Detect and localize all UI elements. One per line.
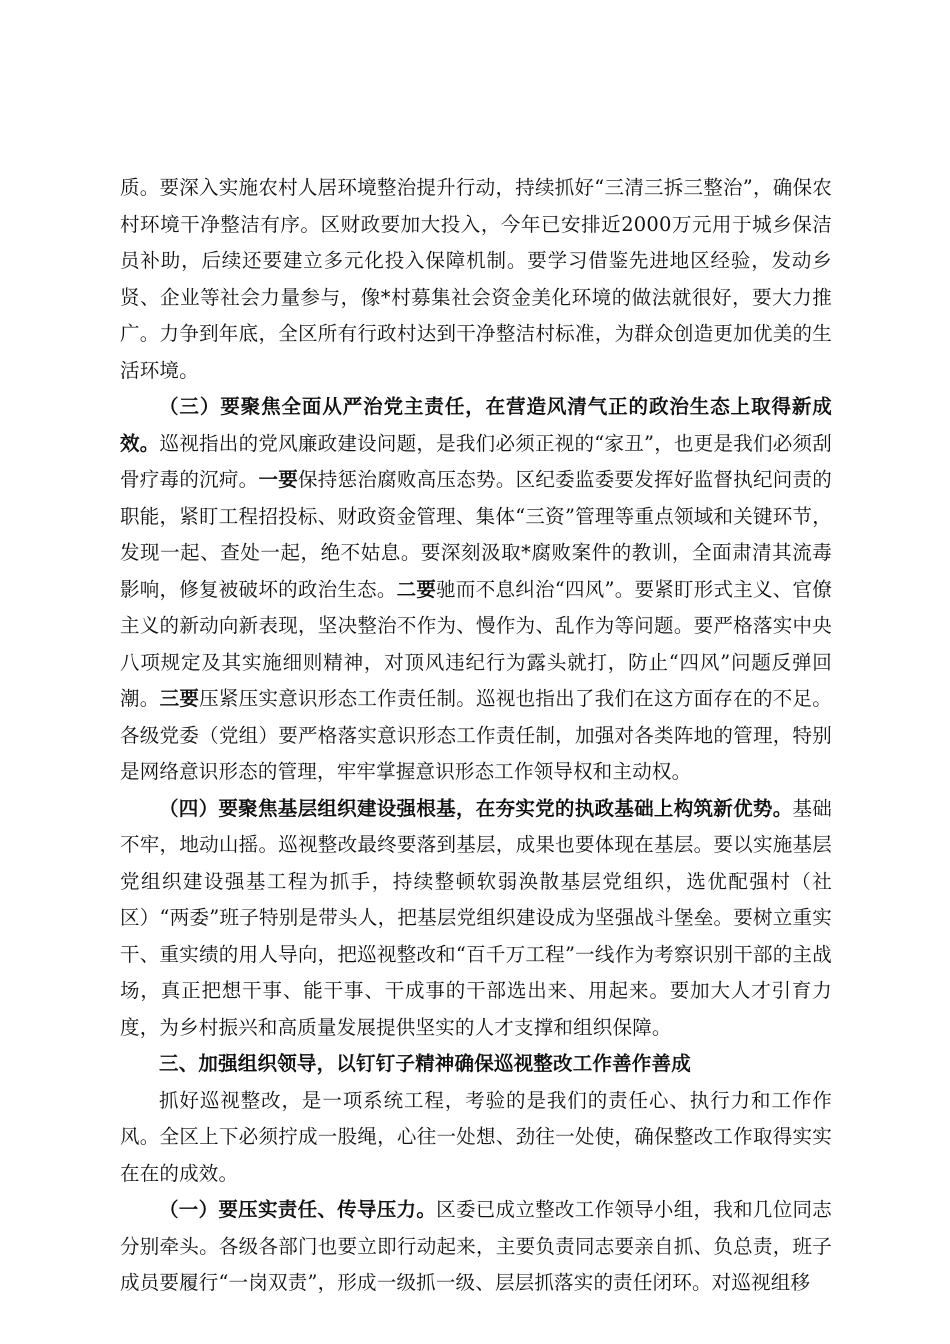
text-run: 巡视指出的党风廉政建设问题，是我们必须正视的“家丑”，也更是我们必须刮骨疗毒的沉疴。 bbox=[120, 431, 832, 491]
paragraph-section-4 bbox=[120, 791, 832, 1047]
paragraph-section-3 bbox=[120, 389, 832, 791]
document-page bbox=[120, 170, 832, 1302]
chapter-heading bbox=[120, 1046, 832, 1083]
section-heading: （四）要聚焦基层组织建设强根基，在夯实党的执政基础上构筑新优势。 bbox=[159, 796, 793, 820]
text-run: 压紧压实意识形态工作责任制。巡视也指出了我们在这方面存在的不足。各级党委（党组）要严格落实意识形态工作责任制，加强对各类阵地的管理，特别是网络意识形态的管理，牢牢掌握意识形态工作领导权和主动权。 bbox=[120, 687, 832, 783]
section-heading: （三）要聚焦全面从严治党主责任，在营造风清气正的政治生态上取得新成效。 bbox=[120, 395, 832, 455]
text-run: 质。要深入实施农村人居环境整治提升行动，持续抓好“三清三拆三整治”，确保农村环境干净整洁有序。区财政要加大投入，今年已安排近2000万元用于城乡保洁员补助，后续还要建立多元化投入保障机制。要学习借鉴先进地区经验，发动乡贤、企业等社会力量参与，像*村募集社会资金美化环境的做法就很好，要大力推广。力争到年底，全区所有行政村达到干净整洁村标准，为群众创造更加优美的生活环境。 bbox=[120, 176, 832, 382]
text-run: 区委已成立整改工作领导小组，我和几位同志分别牵头。各级各部门也要立即行动起来，主要负责同志要亲自抓、负总责，班子成员要履行“一岗双责”，形成一级抓一级、层层抓落实的责任闭环。对巡视组移 bbox=[120, 1198, 832, 1294]
text-run: 基础不牢，地动山摇。巡视整改最终要落到基层，成果也要体现在基层。要以实施基层党组织建设强基工程为抓手，持续整顿软弱涣散基层党组织，选优配强村（社区）“两委”班子特别是带头人，把基层党组织建设成为坚强战斗堡垒。要树立重实干、重实绩的用人导向，把巡视整改和“百千万工程”一线作为考察识别干部的主战场，真正把想干事、能干事、干成事的干部选出来、用起来。要加大人才引育力度，为乡村振兴和高质量发展提供坚实的人才支撑和组织保障。 bbox=[120, 796, 832, 1039]
text-run: 驰而不息纠治“四风”。要紧盯形式主义、官僚主义的新动向新表现，坚决整治不作为、慢作为、乱作为等问题。要严格落实中央八项规定及其实施细则精神，对顶风违纪行为露头就打，防止“四风”问题反弹回潮。 bbox=[120, 577, 832, 710]
point-marker: 二要 bbox=[396, 577, 437, 601]
section-heading: （一）要压实责任、传导压力。 bbox=[159, 1198, 437, 1221]
paragraph-intro bbox=[120, 1083, 832, 1193]
text-run: 抓好巡视整改，是一项系统工程，考验的是我们的责任心、执行力和工作作风。全区上下必须拧成一股绳，心往一处想、劲往一处使，确保整改工作取得实实在在的成效。 bbox=[120, 1088, 832, 1185]
point-marker: 一要 bbox=[258, 468, 299, 491]
paragraph-subsection-1 bbox=[120, 1192, 832, 1302]
chapter-heading-text: 三、加强组织领导，以钉钉子精神确保巡视整改工作善作善成 bbox=[159, 1052, 691, 1075]
point-marker: 三要 bbox=[159, 687, 200, 710]
paragraph-continuation bbox=[120, 170, 832, 389]
text-run: 保持惩治腐败高压态势。区纪委监委要发挥好监督执纪问责的职能，紧盯工程招投标、财政资金管理、集体“三资”管理等重点领域和关键环节，发现一起、查处一起，绝不姑息。要深刻汲取*腐败案件的教训，全面肃清其流毒影响，修复被破坏的政治生态。 bbox=[120, 468, 832, 601]
